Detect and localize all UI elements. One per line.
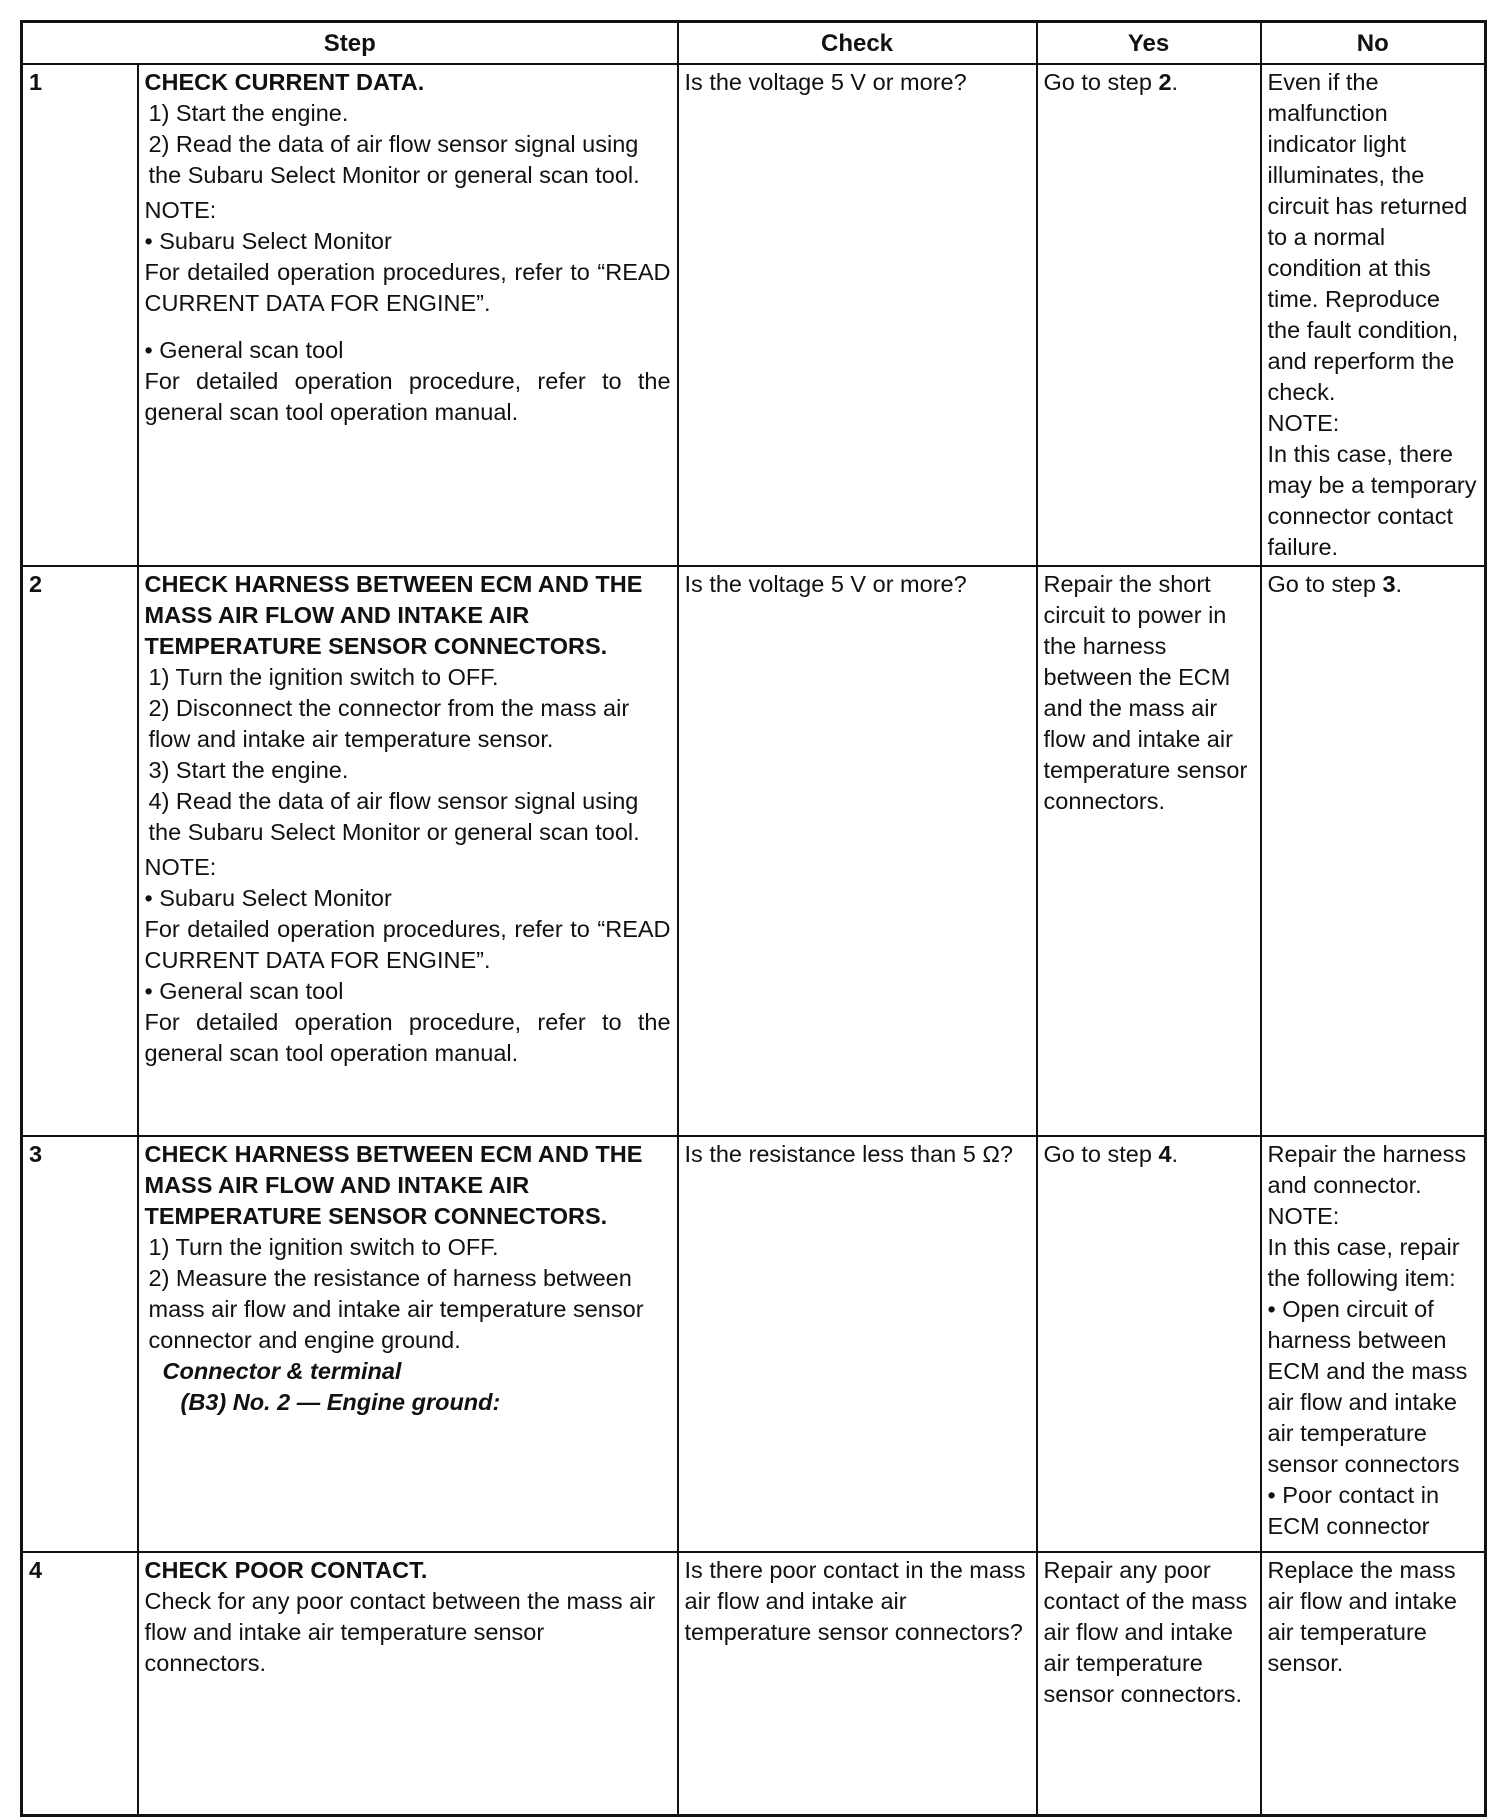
step-instruction: 2) Measure the resistance of harness between mass air flow and intake air temperature sensor connector and engine ground. (148, 1265, 644, 1353)
connector-terminal-label: Connector & terminal (162, 1358, 402, 1384)
table-row-step-3 (22, 1136, 1486, 1552)
step-number: 3 (22, 1136, 138, 1552)
table-row-step-2 (22, 566, 1486, 1136)
table-row-step-4 (22, 1552, 1486, 1816)
step-link: 3 (1382, 571, 1396, 597)
no-cell: Replace the mass air flow and intake air temperature sensor. (1261, 1552, 1486, 1816)
step-title: CHECK HARNESS BETWEEN ECM AND THE MASS AIR FLOW AND INTAKE AIR TEMPERATURE SENSOR CONNECTORS. (144, 1141, 643, 1229)
step-cell (138, 64, 678, 566)
table-row-step-1 (22, 64, 1486, 566)
step-body: Check for any poor contact between the mass air flow and intake air temperature sensor connectors. (144, 1588, 656, 1676)
check-cell: Is the voltage 5 V or more? (678, 64, 1037, 566)
step-number: 1 (22, 64, 138, 566)
check-cell: Is the voltage 5 V or more? (678, 566, 1037, 1136)
note-text: For detailed operation procedure, refer to the general scan tool operation manual. (144, 1009, 671, 1066)
note-label: NOTE: (144, 854, 217, 880)
step-instruction: 1) Turn the ignition switch to OFF. (148, 1234, 499, 1260)
step-title: CHECK CURRENT DATA. (144, 69, 425, 95)
step-number: 2 (22, 566, 138, 1136)
step-title: CHECK POOR CONTACT. (144, 1557, 428, 1583)
no-cell: Go to step 3. (1261, 566, 1486, 1136)
note-label: NOTE: (144, 197, 217, 223)
step-instruction: 4) Read the data of air flow sensor signal using the Subaru Select Monitor or general scan tool. (148, 788, 640, 845)
header-no: No (1261, 22, 1486, 65)
connector-terminal-value: (B3) No. 2 — Engine ground: (180, 1389, 501, 1415)
step-instruction: 1) Start the engine. (148, 100, 349, 126)
note-bullet-item: • Poor contact in ECM connector (1267, 1482, 1440, 1539)
step-cell (138, 566, 678, 1136)
step-instruction: 3) Start the engine. (148, 757, 349, 783)
step-instruction: 1) Turn the ignition switch to OFF. (148, 664, 499, 690)
note-label: NOTE: (1267, 410, 1340, 436)
check-cell: Is the resistance less than 5 Ω? (678, 1136, 1037, 1552)
note-bullet: • Subaru Select Monitor (144, 885, 392, 911)
note-bullet: • General scan tool (144, 978, 344, 1004)
header-check: Check (678, 22, 1037, 65)
header-step: Step (22, 22, 678, 65)
step-title: CHECK HARNESS BETWEEN ECM AND THE MASS AIR FLOW AND INTAKE AIR TEMPERATURE SENSOR CONNECTORS. (144, 571, 643, 659)
step-instruction: 2) Read the data of air flow sensor signal using the Subaru Select Monitor or general scan tool. (148, 131, 640, 188)
yes-cell: Go to step 4. (1037, 1136, 1261, 1552)
step-cell (138, 1136, 678, 1552)
yes-cell: Repair the short circuit to power in the harness between the ECM and the mass air flow and intake air temperature sensor connectors. (1037, 566, 1261, 1136)
yes-cell: Go to step 2. (1037, 64, 1261, 566)
note-bullet: • General scan tool (144, 337, 344, 363)
table-header-row (22, 22, 1486, 65)
step-link: 2 (1158, 69, 1172, 95)
check-cell: Is there poor contact in the mass air flow and intake air temperature sensor connectors? (678, 1552, 1037, 1816)
diagnostic-table (20, 20, 1487, 1817)
header-yes: Yes (1037, 22, 1261, 65)
step-instruction: 2) Disconnect the connector from the mass air flow and intake air temperature sensor. (148, 695, 630, 752)
yes-cell: Repair any poor contact of the mass air flow and intake air temperature sensor connectors. (1037, 1552, 1261, 1816)
note-text: For detailed operation procedures, refer to “READ CURRENT DATA FOR ENGINE”. (144, 916, 671, 973)
step-number: 4 (22, 1552, 138, 1816)
note-text: For detailed operation procedure, refer to the general scan tool operation manual. (144, 368, 671, 425)
no-text: Repair the harness and connector. (1267, 1141, 1467, 1198)
diagnostic-procedure-sheet (20, 20, 1484, 1769)
step-link: 4 (1158, 1141, 1172, 1167)
no-cell (1261, 1136, 1486, 1552)
note-bullet-item: • Open circuit of harness between ECM and the mass air flow and intake air temperature sensor connectors (1267, 1296, 1468, 1477)
no-text: Even if the malfunction indicator light illuminates, the circuit has returned to a normal condition at this time. Reproduce the fault condition, and reperform the check. (1267, 69, 1468, 405)
note-text: In this case, there may be a temporary connector contact failure. (1267, 441, 1477, 560)
note-text: In this case, repair the following item: (1267, 1234, 1460, 1291)
step-cell (138, 1552, 678, 1816)
no-cell (1261, 64, 1486, 566)
note-text: For detailed operation procedures, refer to “READ CURRENT DATA FOR ENGINE”. (144, 259, 671, 316)
note-bullet: • Subaru Select Monitor (144, 228, 392, 254)
note-label: NOTE: (1267, 1203, 1340, 1229)
